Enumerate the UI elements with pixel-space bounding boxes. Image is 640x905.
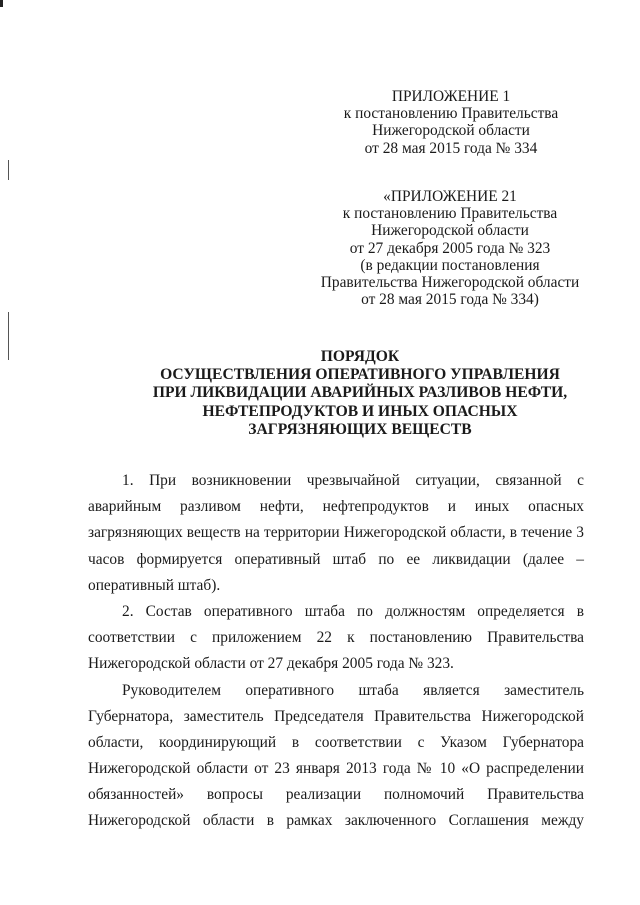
- appendix-21-line: к постановлению Правительства: [342, 205, 558, 223]
- paragraph-2-line: 2. Состав оперативного штаба по должностям определяется в: [122, 603, 584, 620]
- paragraph-2-line: соответствии с приложением 22 к постановлению Правительства: [88, 629, 584, 646]
- paragraph-3-line: Нижегородской области в рамках заключенного Соглашения между: [88, 812, 584, 829]
- paragraph-1-line: 1. При возникновении чрезвычайной ситуации, связанной с: [122, 472, 584, 489]
- scan-corner-mark: [0, 0, 3, 7]
- paragraph-3-line: обязанностей» вопросы реализации полномочий Правительства: [88, 786, 584, 803]
- paragraph-1-line: оперативный штаб).: [88, 577, 221, 594]
- appendix-1-title: ПРИЛОЖЕНИЕ 1: [391, 88, 511, 105]
- appendix-21-header: [300, 188, 600, 308]
- paragraph-3-line: Нижегородской области от 23 января 2013 года № 10 «О распределении: [88, 760, 584, 777]
- paragraph-2-line: Нижегородской области от 27 декабря 2005 года № 323.: [88, 655, 454, 672]
- document-title: [100, 348, 620, 439]
- title-line: ОСУЩЕСТВЛЕНИЯ ОПЕРАТИВНОГО УПРАВЛЕНИЯ: [160, 366, 560, 384]
- paragraph-1-line: часов формируется оперативный штаб по ее ликвидации (далее –: [88, 551, 584, 568]
- appendix-21-date: от 28 мая 2015 года № 334): [361, 291, 539, 309]
- title-line: ЗАГРЯЗНЯЮЩИХ ВЕЩЕСТВ: [248, 420, 472, 438]
- title-line: ПРИ ЛИКВИДАЦИИ АВАРИЙНЫХ РАЗЛИВОВ НЕФТИ,: [152, 384, 568, 402]
- appendix-21-line: (в редакции постановления: [360, 256, 540, 274]
- appendix-1-date: от 28 мая 2015 года № 334: [364, 139, 538, 157]
- appendix-21-line: Нижегородской области: [371, 222, 529, 240]
- appendix-21-title: «ПРИЛОЖЕНИЕ 21: [383, 188, 517, 205]
- scan-margin-mark-2: [8, 312, 9, 360]
- title-line: ПОРЯДОК: [320, 348, 400, 365]
- appendix-1-header: [316, 88, 586, 157]
- paragraph-3-line: Руководителем оперативного штаба является заместитель: [122, 682, 584, 699]
- paragraph-3-line: Губернатора, заместитель Председателя Правительства Нижегородской: [88, 708, 584, 725]
- paragraph-3-line: области, координирующий в соответствии с Указом Губернатора: [88, 734, 584, 751]
- scan-margin-mark-1: [8, 160, 9, 180]
- paragraph-1-line: загрязняющих веществ на территории Нижегородской области, в течение 3: [88, 524, 584, 541]
- appendix-21-line: Правительства Нижегородской области: [320, 274, 580, 292]
- title-line: НЕФТЕПРОДУКТОВ И ИНЫХ ОПАСНЫХ: [202, 402, 518, 420]
- paragraph-1-line: аварийным разливом нефти, нефтепродуктов и иных опасных: [88, 498, 584, 515]
- appendix-1-line: к постановлению Правительства: [343, 105, 559, 123]
- appendix-21-date: от 27 декабря 2005 года № 323: [349, 239, 551, 257]
- appendix-1-line: Нижегородской области: [372, 122, 530, 140]
